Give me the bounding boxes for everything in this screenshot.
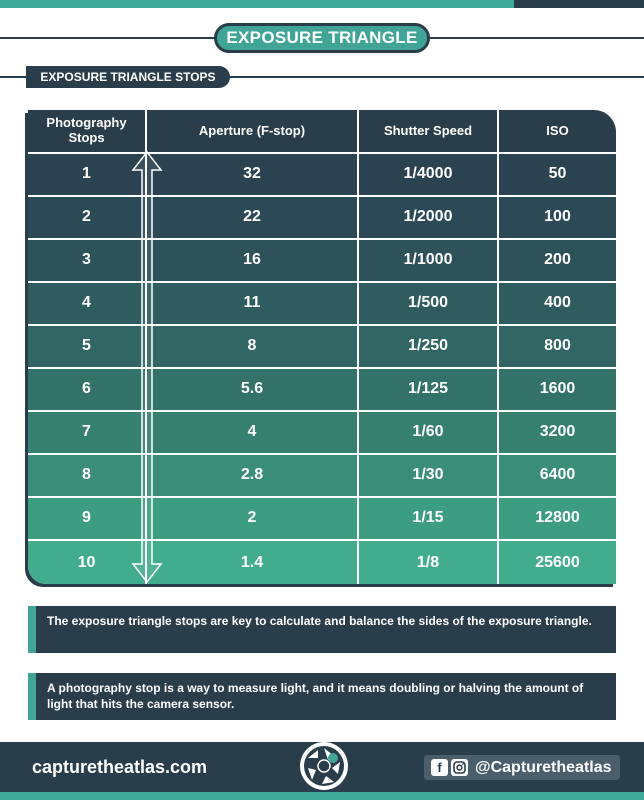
iso-cell: 25600 [535,553,580,571]
table-row [28,154,616,197]
shutter-speed-cell: 1/500 [359,283,499,324]
table-row [28,412,616,455]
shutter-speed-cell: 1/15 [359,498,499,539]
shutter-speed-cell: 1/125 [359,369,499,410]
iso-cell: 800 [544,337,571,355]
shutter-speed-cell: 1/1000 [359,240,499,281]
header-aperture: Aperture (F-stop) [147,110,359,152]
stop-cell: 3 [28,240,147,281]
shutter-speed-cell: 1/2000 [359,197,499,238]
stop-cell: 2 [28,197,147,238]
aperture-cell: 16 [147,240,359,281]
note-exposure-stops: The exposure triangle stops are key to calculate and balance the sides of the exposure triangle. [28,606,616,653]
table-row [28,326,616,369]
page-title: EXPOSURE TRIANGLE [214,23,430,53]
social-media-badge[interactable] [424,755,620,780]
instagram-icon[interactable] [451,759,468,776]
table-row [28,283,616,326]
stop-cell: 9 [28,498,147,539]
iso-cell: 400 [544,294,571,312]
header-iso: ISO [546,122,569,138]
aperture-cell: 5.6 [147,369,359,410]
header-shutter-speed: Shutter Speed [359,110,499,152]
section-title: EXPOSURE TRIANGLE STOPS [26,66,230,88]
stop-cell: 10 [28,541,147,584]
shutter-speed-cell: 1/8 [359,541,499,584]
aperture-cell: 11 [147,283,359,324]
top-accent-bar [0,0,644,8]
stop-cell: 8 [28,455,147,496]
table-header-row [28,110,616,154]
stop-cell: 4 [28,283,147,324]
aperture-cell: 32 [147,154,359,195]
aperture-cell: 1.4 [147,541,359,584]
iso-cell: 200 [544,251,571,269]
footer-accent-bar [0,792,644,800]
top-accent-teal [0,0,514,8]
shutter-speed-cell: 1/4000 [359,154,499,195]
exposure-stops-table [28,110,616,584]
aperture-cell: 22 [147,197,359,238]
table-row [28,498,616,541]
aperture-cell: 4 [147,412,359,453]
table-row [28,240,616,283]
table-row [28,197,616,240]
top-accent-dark [514,0,644,8]
stop-cell: 1 [28,154,147,195]
facebook-icon[interactable]: f [431,759,448,776]
shutter-speed-cell: 1/250 [359,326,499,367]
iso-cell: 100 [544,208,571,226]
aperture-cell: 2.8 [147,455,359,496]
note-photography-stop: A photography stop is a way to measure light, and it means doubling or halving the amount of light that hits the camera sensor. [28,673,616,720]
website-link[interactable]: capturetheatlas.com [32,756,208,777]
aperture-cell: 8 [147,326,359,367]
aperture-logo-icon [298,740,350,792]
table-row [28,455,616,498]
iso-cell: 1600 [539,380,576,398]
table-row [28,369,616,412]
stop-cell: 6 [28,369,147,410]
shutter-speed-cell: 1/60 [359,412,499,453]
stop-cell: 5 [28,326,147,367]
iso-cell: 3200 [539,423,576,441]
iso-cell: 12800 [535,509,580,527]
social-handle[interactable]: @Capturetheatlas [475,758,612,776]
iso-cell: 6400 [539,466,576,484]
iso-cell: 50 [548,165,567,183]
table-body [28,154,616,584]
header-photography-stops: Photography Stops [28,110,147,152]
aperture-cell: 2 [147,498,359,539]
table-row [28,541,616,584]
shutter-speed-cell: 1/30 [359,455,499,496]
stop-cell: 7 [28,412,147,453]
